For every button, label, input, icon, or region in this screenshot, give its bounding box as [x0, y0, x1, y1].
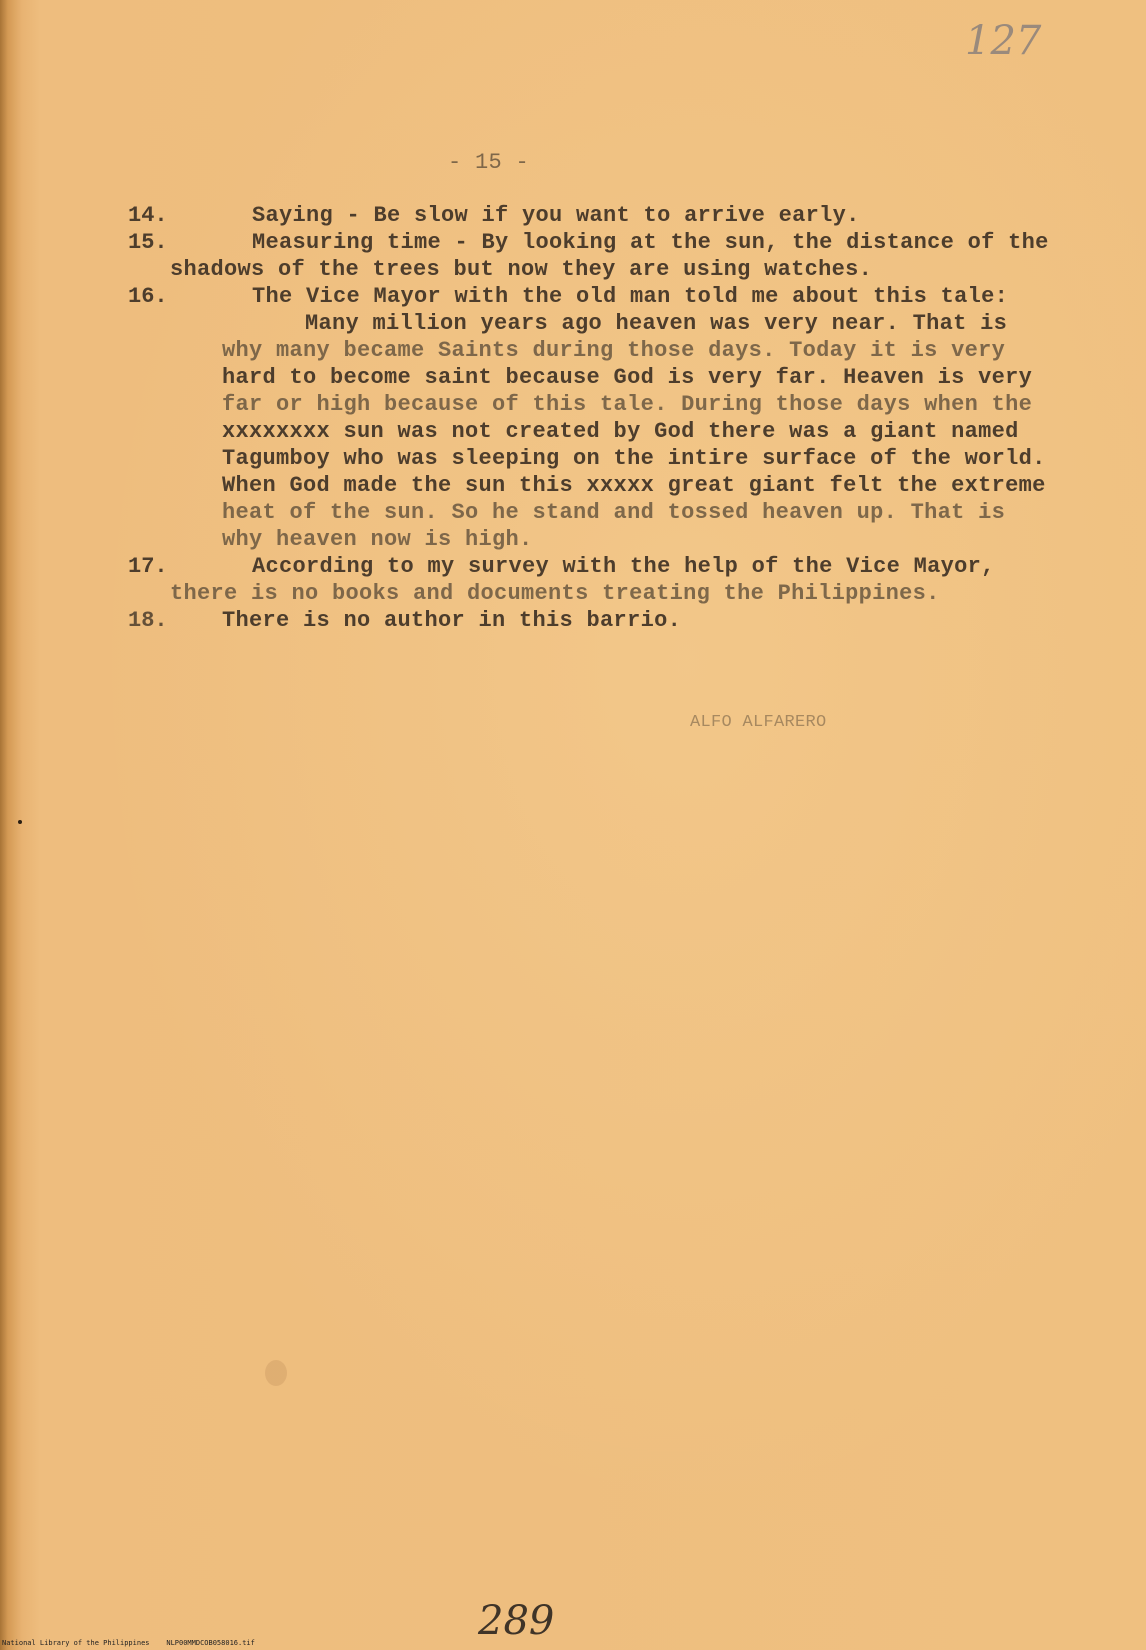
item-number-16: 16.: [128, 284, 168, 309]
handwritten-page-number: 289: [478, 1598, 555, 1644]
item-16-line: hard to become saint because God is very far. Heaven is very: [222, 365, 1033, 390]
page-number: - 15 -: [448, 150, 530, 175]
item-16-line: why many became Saints during those days. Today it is very: [222, 338, 1006, 363]
item-16-line: When God made the sun this xxxxx great giant felt the extreme: [222, 473, 1046, 498]
handwritten-folio-number: 127: [965, 18, 1042, 64]
item-16-line: far or high because of this tale. During those days when the: [222, 392, 1033, 417]
item-number-15: 15.: [128, 230, 168, 255]
scan-footer: National Library of the Philippines NLP00MMDCOB058016.tif: [2, 1639, 255, 1647]
item-number-18: 18.: [128, 608, 168, 633]
edge-mark: [18, 820, 22, 824]
item-number-17: 17.: [128, 554, 168, 579]
item-16-line: Tagumboy who was sleeping on the intire surface of the world.: [222, 446, 1046, 471]
item-17-line: there is no books and documents treating the Philippines.: [170, 581, 940, 606]
item-16-line: why heaven now is high.: [222, 527, 533, 552]
item-17-line: According to my survey with the help of the Vice Mayor,: [252, 554, 995, 579]
item-16-line: The Vice Mayor with the old man told me about this tale:: [252, 284, 1009, 309]
item-16-line: xxxxxxxx sun was not created by God there was a giant named: [222, 419, 1019, 444]
item-15-line: Measuring time - By looking at the sun, the distance of the: [252, 230, 1049, 255]
item-number-14: 14.: [128, 203, 168, 228]
typed-signature: ALFO ALFARERO: [690, 713, 827, 732]
item-16-line: Many million years ago heaven was very near. That is: [305, 311, 1008, 336]
paper-stain: [265, 1360, 287, 1386]
item-18-line: There is no author in this barrio.: [222, 608, 682, 633]
item-16-line: heat of the sun. So he stand and tossed heaven up. That is: [222, 500, 1006, 525]
item-14-line: Saying - Be slow if you want to arrive early.: [252, 203, 860, 228]
item-15-line: shadows of the trees but now they are using watches.: [170, 257, 873, 282]
